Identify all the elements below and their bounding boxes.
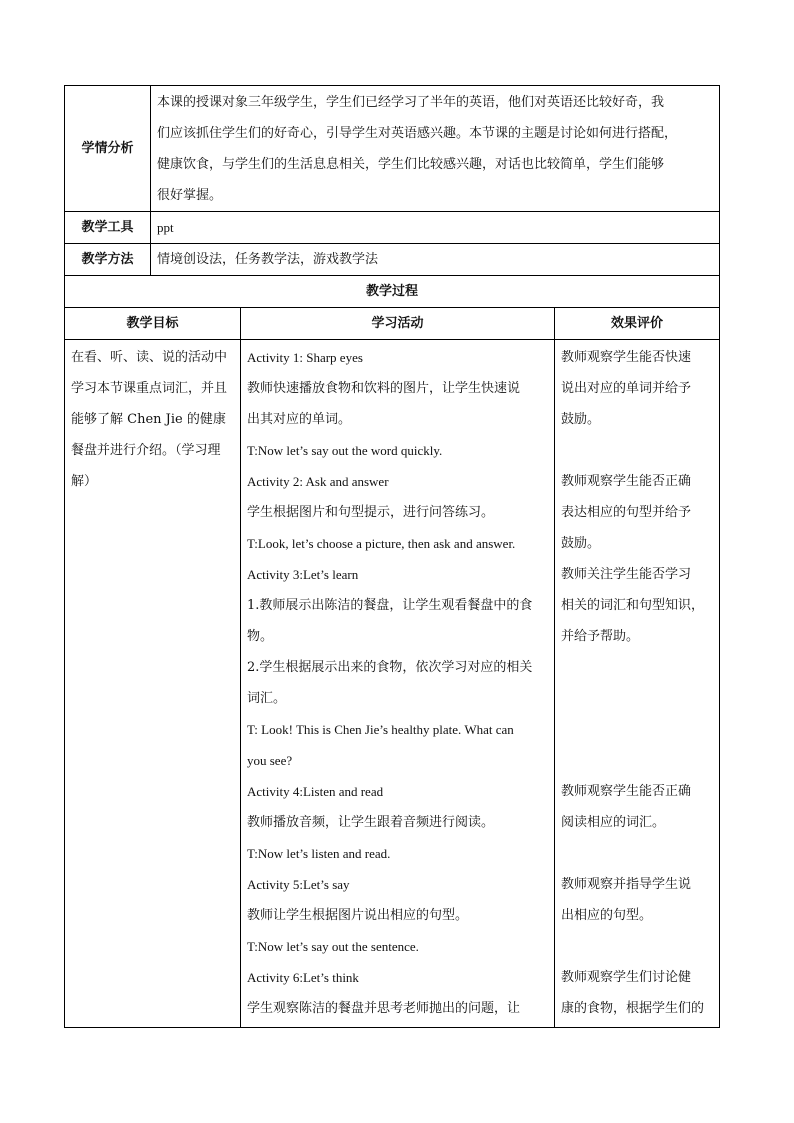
process-title-row <box>65 276 720 308</box>
evaluation-spacer <box>561 683 713 714</box>
evaluation-spacer <box>561 714 713 745</box>
evaluation-spacer <box>561 931 713 962</box>
evaluation-line: 教师观察学生能否正确 <box>561 784 692 799</box>
activity-line: T:Now let’s say out the sentence. <box>247 939 419 954</box>
process-title: 教学过程 <box>65 276 720 308</box>
tools-row <box>65 212 720 244</box>
activity-line: 学生观察陈洁的餐盘并思考老师抛出的问题，让 <box>247 1001 521 1016</box>
evaluation-line: 康的食物，根据学生们的 <box>561 1001 705 1016</box>
activity-line: T:Now let’s listen and read. <box>247 846 391 861</box>
evaluation-line: 教师观察学生们讨论健 <box>561 970 692 985</box>
analysis-label: 学情分析 <box>65 86 151 212</box>
activity-line: 教师快速播放食物和饮料的图片，让学生快速说 <box>247 381 521 396</box>
activity-line: Activity 2: Ask and answer <box>247 474 389 489</box>
evaluation-line: 相关的词汇和句型知识， <box>561 598 705 613</box>
activity-line: 教师让学生根据图片说出相应的句型。 <box>247 908 469 923</box>
tools-label: 教学工具 <box>65 212 151 244</box>
evaluation-line: 教师观察并指导学生说 <box>561 877 692 892</box>
activity-line: 出其对应的单词。 <box>247 412 352 427</box>
activity-cell <box>241 340 555 1028</box>
activity-line: Activity 3:Let’s learn <box>247 567 359 582</box>
activity-header: 学习活动 <box>241 308 555 340</box>
evaluation-spacer <box>561 745 713 776</box>
evaluation-line: 鼓励。 <box>561 412 601 427</box>
goal-line: 能够了解 Chen Jie 的健康 <box>71 412 226 427</box>
process-body-row <box>65 340 720 1028</box>
goal-header: 教学目标 <box>65 308 241 340</box>
evaluation-cell <box>555 340 720 1028</box>
evaluation-line: 表达相应的句型并给予 <box>561 505 692 520</box>
analysis-line: 们应该抓住学生们的好奇心，引导学生对英语感兴趣。本节课的主题是讨论如何进行搭配， <box>157 125 678 141</box>
methods-value: 情境创设法，任务教学法，游戏教学法 <box>151 244 720 276</box>
analysis-line: 健康饮食，与学生们的生活息息相关，学生们比较感兴趣，对话也比较简单，学生们能够 <box>157 156 665 172</box>
activity-line: T:Look, let’s choose a picture, then ask and answer. <box>247 536 516 551</box>
analysis-line: 本课的授课对象三年级学生，学生们已经学习了半年的英语，他们对英语还比较好奇，我 <box>157 94 665 110</box>
analysis-line: 很好掌握。 <box>157 187 223 203</box>
goal-line: 学习本节课重点词汇，并且 <box>71 381 228 396</box>
activity-line: Activity 4:Listen and read <box>247 784 384 799</box>
activity-line: 教师播放音频，让学生跟着音频进行阅读。 <box>247 815 495 830</box>
activity-line: Activity 6:Let’s think <box>247 970 359 985</box>
activity-line: 词汇。 <box>247 691 287 706</box>
goal-line: 在看、听、读、说的活动中 <box>71 350 228 365</box>
goal-cell <box>65 340 241 1028</box>
evaluation-line: 出相应的句型。 <box>561 908 653 923</box>
evaluation-header: 效果评价 <box>555 308 720 340</box>
evaluation-line: 鼓励。 <box>561 536 601 551</box>
process-header-row <box>65 308 720 340</box>
evaluation-line: 阅读相应的词汇。 <box>561 815 666 830</box>
activity-line: 学生根据图片和句型提示，进行问答练习。 <box>247 505 495 520</box>
activity-line: 物。 <box>247 629 274 644</box>
activity-line: Activity 5:Let’s say <box>247 877 350 892</box>
evaluation-spacer <box>561 435 713 466</box>
goal-line: 餐盘并进行介绍。（学习理 <box>71 443 221 458</box>
evaluation-line: 教师观察学生能否正确 <box>561 474 692 489</box>
evaluation-line: 教师观察学生能否快速 <box>561 350 692 365</box>
lesson-plan-table <box>64 85 720 1028</box>
evaluation-spacer <box>561 652 713 683</box>
evaluation-line: 教师关注学生能否学习 <box>561 567 692 582</box>
activity-line: you see? <box>247 753 293 768</box>
activity-line: T:Now let’s say out the word quickly. <box>247 443 443 458</box>
analysis-content <box>151 86 720 212</box>
methods-label: 教学方法 <box>65 244 151 276</box>
goal-line: 解） <box>71 474 98 489</box>
evaluation-line: 并给予帮助。 <box>561 629 640 644</box>
activity-line: T: Look! This is Chen Jie’s healthy plate. What can <box>247 722 514 737</box>
methods-row <box>65 244 720 276</box>
evaluation-spacer <box>561 838 713 869</box>
activity-line: Activity 1: Sharp eyes <box>247 350 363 365</box>
analysis-row <box>65 86 720 212</box>
evaluation-line: 说出对应的单词并给予 <box>561 381 692 396</box>
activity-line: 2.学生根据展示出来的食物，依次学习对应的相关 <box>247 660 533 675</box>
activity-line: 1.教师展示出陈洁的餐盘，让学生观看餐盘中的食 <box>247 598 533 613</box>
tools-value: ppt <box>151 212 720 244</box>
